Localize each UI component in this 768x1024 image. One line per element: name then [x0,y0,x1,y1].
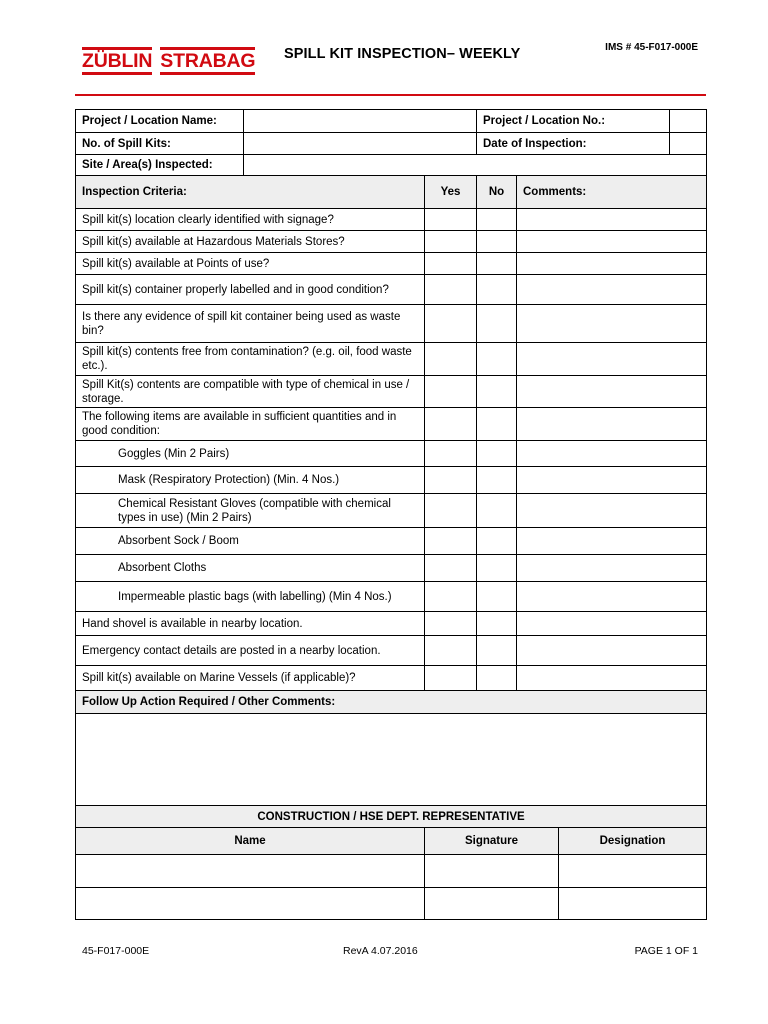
no-cell[interactable] [477,209,517,231]
no-cell[interactable] [477,582,517,612]
criterion-item-label: Absorbent Sock / Boom [76,528,425,555]
comments-cell[interactable] [517,528,707,555]
comments-cell[interactable] [517,376,707,408]
yes-cell[interactable] [425,231,477,253]
yes-cell[interactable] [425,275,477,305]
criterion-item-label: Absorbent Cloths [76,555,425,582]
no-cell[interactable] [477,376,517,408]
comments-cell[interactable] [517,666,707,691]
logo-zublin: ZÜBLIN [82,46,156,76]
designation-header: Designation [559,828,707,855]
logo-strabag: STRABAG [160,46,259,76]
project-name-field[interactable] [244,110,477,133]
criterion-item-label: Mask (Respiratory Protection) (Min. 4 Nos.) [76,467,425,494]
criterion-item-label: Impermeable plastic bags (with labelling) (Min 4 Nos.) [76,582,425,612]
no-cell[interactable] [477,231,517,253]
no-cell[interactable] [477,494,517,528]
comments-cell[interactable] [517,612,707,636]
criterion-item-label: Chemical Resistant Gloves (compatible with chemical types in use) (Min 2 Pairs) [76,494,425,528]
criterion-label: Spill kit(s) available at Hazardous Materials Stores? [76,231,425,253]
no-cell[interactable] [477,467,517,494]
designation-field[interactable] [559,855,707,888]
comments-cell[interactable] [517,467,707,494]
yes-cell[interactable] [425,467,477,494]
comments-header: Comments: [517,176,707,209]
follow-up-label: Follow Up Action Required / Other Comments: [76,691,707,714]
criterion-label: Hand shovel is available in nearby location. [76,612,425,636]
comments-cell[interactable] [517,231,707,253]
project-no-label: Project / Location No.: [477,110,670,133]
footer-doc-number: 45-F017-000E [82,945,150,957]
name-header: Name [76,828,425,855]
no-cell[interactable] [477,636,517,666]
no-header: No [477,176,517,209]
criterion-label: The following items are available in sufficient quantities and in good condition: [76,408,425,441]
comments-cell[interactable] [517,494,707,528]
yes-cell[interactable] [425,555,477,582]
criterion-item-label: Goggles (Min 2 Pairs) [76,441,425,467]
no-cell[interactable] [477,528,517,555]
criteria-header: Inspection Criteria: [76,176,425,209]
no-cell[interactable] [477,441,517,467]
project-no-field[interactable] [670,110,707,133]
signature-header: Signature [425,828,559,855]
yes-cell[interactable] [425,582,477,612]
name-field[interactable] [76,888,425,920]
no-cell[interactable] [477,612,517,636]
comments-cell[interactable] [517,305,707,343]
no-cell[interactable] [477,666,517,691]
comments-cell[interactable] [517,441,707,467]
date-field[interactable] [670,133,707,155]
criterion-label: Emergency contact details are posted in a nearby location. [76,636,425,666]
no-cell[interactable] [477,343,517,376]
criterion-label: Is there any evidence of spill kit container being used as waste bin? [76,305,425,343]
yes-header: Yes [425,176,477,209]
no-cell[interactable] [477,555,517,582]
yes-cell[interactable] [425,209,477,231]
no-cell[interactable] [477,305,517,343]
document-reference: IMS # 45-F017-000E [605,42,698,53]
header-rule [75,94,706,96]
comments-cell[interactable] [517,582,707,612]
site-label: Site / Area(s) Inspected: [76,155,244,176]
comments-cell[interactable] [517,408,707,441]
no-cell[interactable] [477,253,517,275]
yes-cell[interactable] [425,528,477,555]
follow-up-field[interactable] [76,714,707,806]
footer-revision: RevA 4.07.2016 [343,945,418,957]
document-title: SPILL KIT INSPECTION– WEEKLY [284,46,521,62]
no-cell[interactable] [477,408,517,441]
yes-cell[interactable] [425,408,477,441]
designation-field[interactable] [559,888,707,920]
yes-cell[interactable] [425,666,477,691]
yes-cell[interactable] [425,376,477,408]
yes-cell[interactable] [425,494,477,528]
yes-cell[interactable] [425,636,477,666]
name-field[interactable] [76,855,425,888]
criterion-label: Spill kit(s) available at Points of use? [76,253,425,275]
comments-cell[interactable] [517,275,707,305]
criterion-label: Spill kit(s) contents free from contamination? (e.g. oil, food waste etc.). [76,343,425,376]
yes-cell[interactable] [425,305,477,343]
comments-cell[interactable] [517,209,707,231]
yes-cell[interactable] [425,441,477,467]
footer-page-number: PAGE 1 OF 1 [634,945,698,957]
criterion-label: Spill kit(s) container properly labelled and in good condition? [76,275,425,305]
spill-kits-field[interactable] [244,133,477,155]
inspection-form [75,109,707,920]
yes-cell[interactable] [425,343,477,376]
project-name-label: Project / Location Name: [76,110,244,133]
signature-field[interactable] [425,855,559,888]
criterion-label: Spill Kit(s) contents are compatible with type of chemical in use / storage. [76,376,425,408]
criterion-label: Spill kit(s) available on Marine Vessels (if applicable)? [76,666,425,691]
comments-cell[interactable] [517,253,707,275]
yes-cell[interactable] [425,253,477,275]
yes-cell[interactable] [425,612,477,636]
comments-cell[interactable] [517,636,707,666]
representative-title: CONSTRUCTION / HSE DEPT. REPRESENTATIVE [76,806,707,828]
company-logo [82,46,259,76]
date-label: Date of Inspection: [477,133,670,155]
no-cell[interactable] [477,275,517,305]
spill-kits-label: No. of Spill Kits: [76,133,244,155]
comments-cell[interactable] [517,555,707,582]
signature-field[interactable] [425,888,559,920]
comments-cell[interactable] [517,343,707,376]
site-field[interactable] [244,155,707,176]
criterion-label: Spill kit(s) location clearly identified with signage? [76,209,425,231]
